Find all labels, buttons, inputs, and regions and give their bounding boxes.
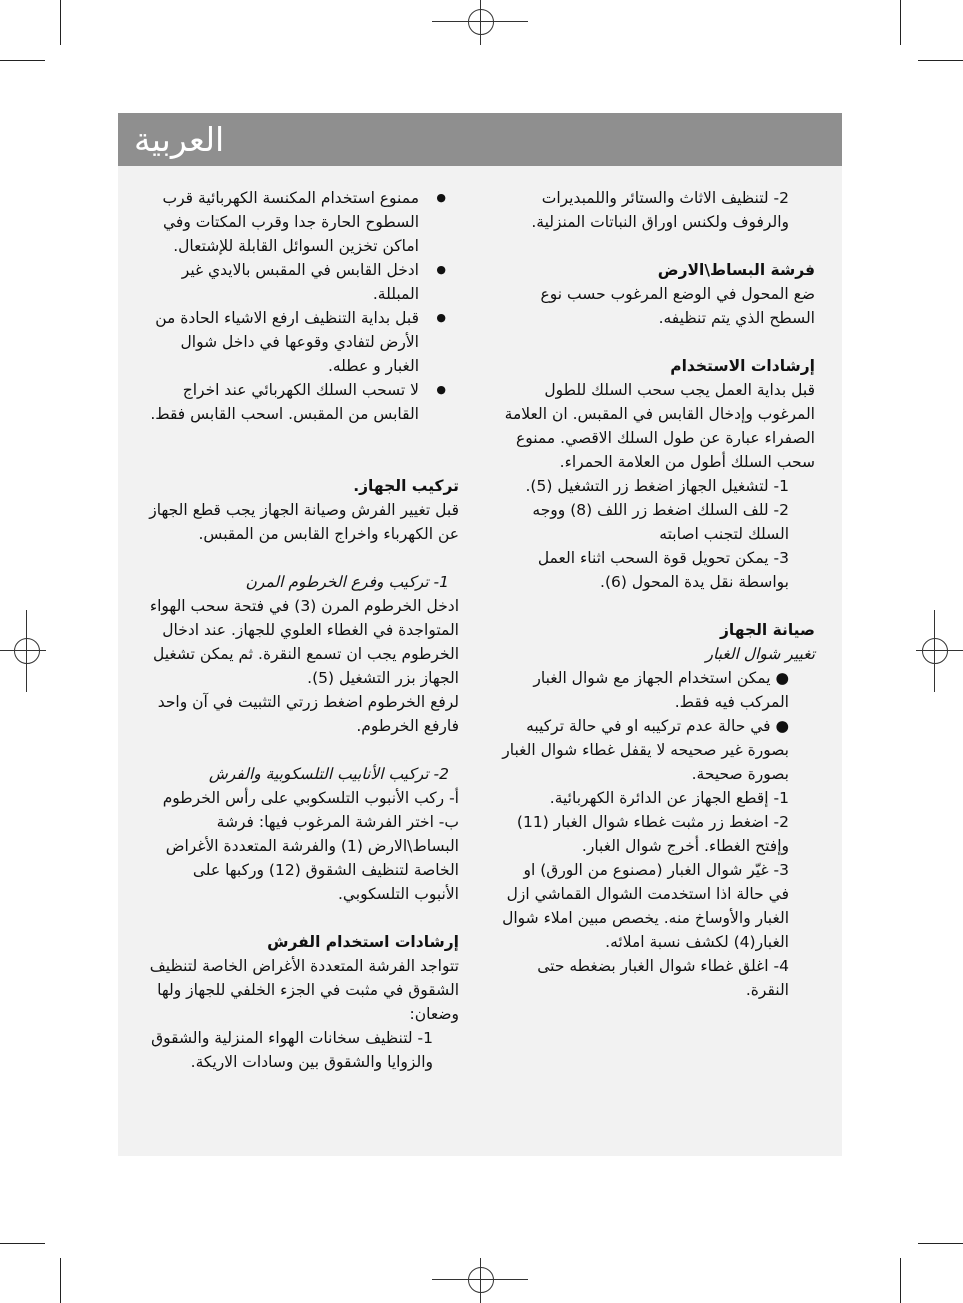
tubes-subheading: 2- تركيب الأنابيب التلسكوبية والفرش [208,765,449,783]
dustbag-bullet: ● في حالة عدم تركيبه او في حالة تركيبه بصورة غير صحيحه لا يقفل غطاء شوال الغبار بصورة صحيحة. [502,717,789,783]
floor-brush-heading: فرشة البساط\الارض [657,261,815,279]
safety-bullet: ● ادخل القابس في المقبس بالايدي غير المبللة. [146,258,459,306]
hose-text-2: لرفع الخرطوم اضغط زرتي التثبيت في آن واحد فارفع الخرطوم. [157,693,459,735]
safety-bullet: ● قبل بداية التنظيف ارفع الاشياء الحادة من الأرض لتفادي وقوعها في داخل شوال الغبار و عطله. [146,306,459,378]
brush-usage-heading: إرشادات استخدام الفرش [267,933,459,951]
usage-text: قبل بداية العمل يجب سحب السلك للطول المرغوب وإدخال القابس في المقبس. ان العلامة الصفراء عبارة عن طول السلك الاقصي. ممنوع سحب السلك أطول من العلامة الحمراء. [504,381,815,471]
crop-mark [0,1243,45,1244]
maintenance-heading: صيانة الجهاز [719,621,815,639]
brush-usage-text: تتواجد الفرشة المتعددة الأغراض الخاصة لتنظيف الشقوق في مثبت في الجزء الخلفي للجهاز ولها وضعان: [149,957,459,1023]
crop-mark [60,0,61,45]
dustbag-bullet-text: في حالة عدم تركيبه او في حالة تركيبه بصورة غير صحيحه لا يقفل غطاء شوال الغبار بصورة صحيحة. [502,717,789,783]
dustbag-bullet-text: يمكن استخدام الجهاز مع شوال الغبار المركب فيه فقط. [533,669,789,711]
language-header-bar [118,113,842,166]
crop-mark [900,0,901,45]
tubes-item: أ- ركب الأنبوب التلسكوبي على رأس الخرطوم [162,789,459,807]
right-column [500,186,815,1002]
hose-subheading: 1- تركيب وفرع الخرطوم المرن [245,573,449,591]
hose-text: ادخل الخرطوم المرن (3) في فتحة سحب الهواء المتواجدة في الغطاء العلوي للجهاز. عند ادخال الخرطوم يجب ان تسمع النقرة. ثم يمكن تشغيل الجهاز بزر التشغيل (5). [149,597,459,687]
dustbag-subheading: تغيير شوال الغبار [705,645,815,663]
safety-bullet: ● ممنوع استخدام المكنسة الكهربائية قرب السطوح الحارة جدا وقرب المكتات وفي اماكن تخزين السوائل القابلة للإشتعال. [146,186,459,258]
furniture-instruction: 2- لتنظيف الاثاث والستائر واللمبديرات والرفوف ولكنس اوراق النباتات المنزلية. [531,189,789,231]
assembly-heading: تركيب الجهاز. [353,477,459,495]
usage-item: 1- لتشغيل الجهاز اضغط زر التشغيل (5). [525,477,789,495]
dustbag-item: 4- اغلق غطاء شوال الغبار بضغطه حتى النقرة. [537,957,789,999]
crop-mark [918,60,963,61]
safety-bullet: ● لا تسحب السلك الكهربائي عند اخراج القابس من المقبس. اسحب القابس فقط. [146,378,459,426]
crop-mark [0,60,45,61]
crop-mark [900,1258,901,1303]
usage-item: 2- للف السلك اضغط زر اللف (8) ووجه السلك لتجنب اصابته [532,501,789,543]
dustbag-item: 1- إقطع الجهاز عن الدائرة الكهربائية. [549,789,789,807]
dustbag-bullet: ● يمكن استخدام الجهاز مع شوال الغبار المركب فيه فقط. [533,669,789,711]
dustbag-item: 3- غيّر شوال الغبار (مصنوع من الورق) او في حالة اذا استخدمت الشوال القماشي ازل الغبار والأوساخ منه. يخصص مبين املاء شوال الغبار(4) لكشف نسبة املائه. [502,861,789,951]
dustbag-item: 2- اضغط زر مثبت غطاء شوال الغبار (11) وإفتح الغطاء. أخرج شوال الغبار. [516,813,789,855]
tubes-item: ب- اختر الفرشة المرغوب فيها: فرشة البساط\الارض (1) والفرشة المتعددة الأغراض الخاصة لتنظيف الشقوق (12) وركبها على الأنبوب التلسكوبي. [165,813,459,903]
crop-mark [60,1258,61,1303]
assembly-text: قبل تغيير الفرش وصيانة الجهاز يجب قطع الجهاز عن الكهرباء واخراج القابس من المقبس. [149,501,459,543]
crop-mark [918,1243,963,1244]
left-column [146,186,459,1074]
language-title: العربية [134,120,225,159]
usage-heading: إرشادات الاستخدام [670,357,815,375]
brush-usage-item: 1- لتنظيف سخانات الهواء المنزلية والشقوق والزوايا والشقوق بين وسادات الاريكة. [151,1029,433,1071]
usage-item: 3- يمكن تحويل قوة السحب اثناء العمل بواسطة نقل يدة المحول (6). [537,549,789,591]
floor-brush-text: ضع المحول في الوضع المرغوب حسب نوع السطح الذي يتم تنظيفه. [540,285,815,327]
